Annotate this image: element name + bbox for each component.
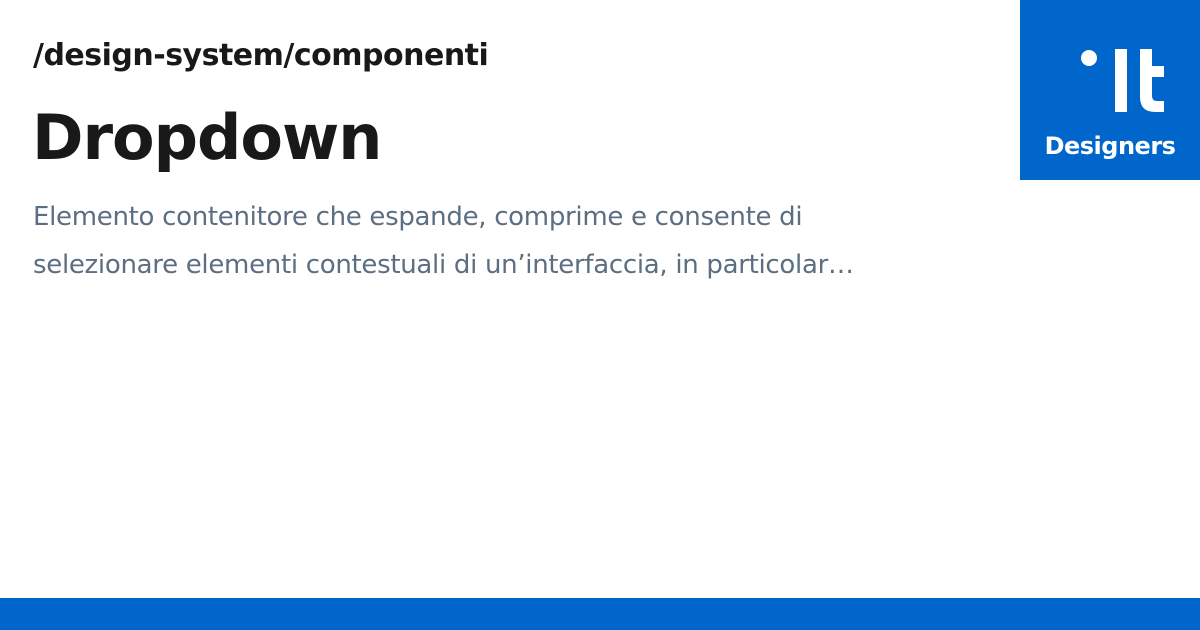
logo-label: Designers (1044, 132, 1176, 160)
page-title: Dropdown (32, 101, 382, 174)
breadcrumb[interactable]: /design-system/componenti (33, 38, 489, 73)
page-description (33, 193, 913, 289)
description-line: Elemento contenitore che espande, comprime e consente di (33, 202, 803, 232)
description-line: selezionare elementi contestuali di un’interfaccia, in particolar… (33, 250, 854, 280)
dot-it-logo-mark-icon (1080, 44, 1180, 112)
designers-italia-logo[interactable] (1020, 0, 1200, 180)
bottom-bar (0, 598, 1200, 630)
